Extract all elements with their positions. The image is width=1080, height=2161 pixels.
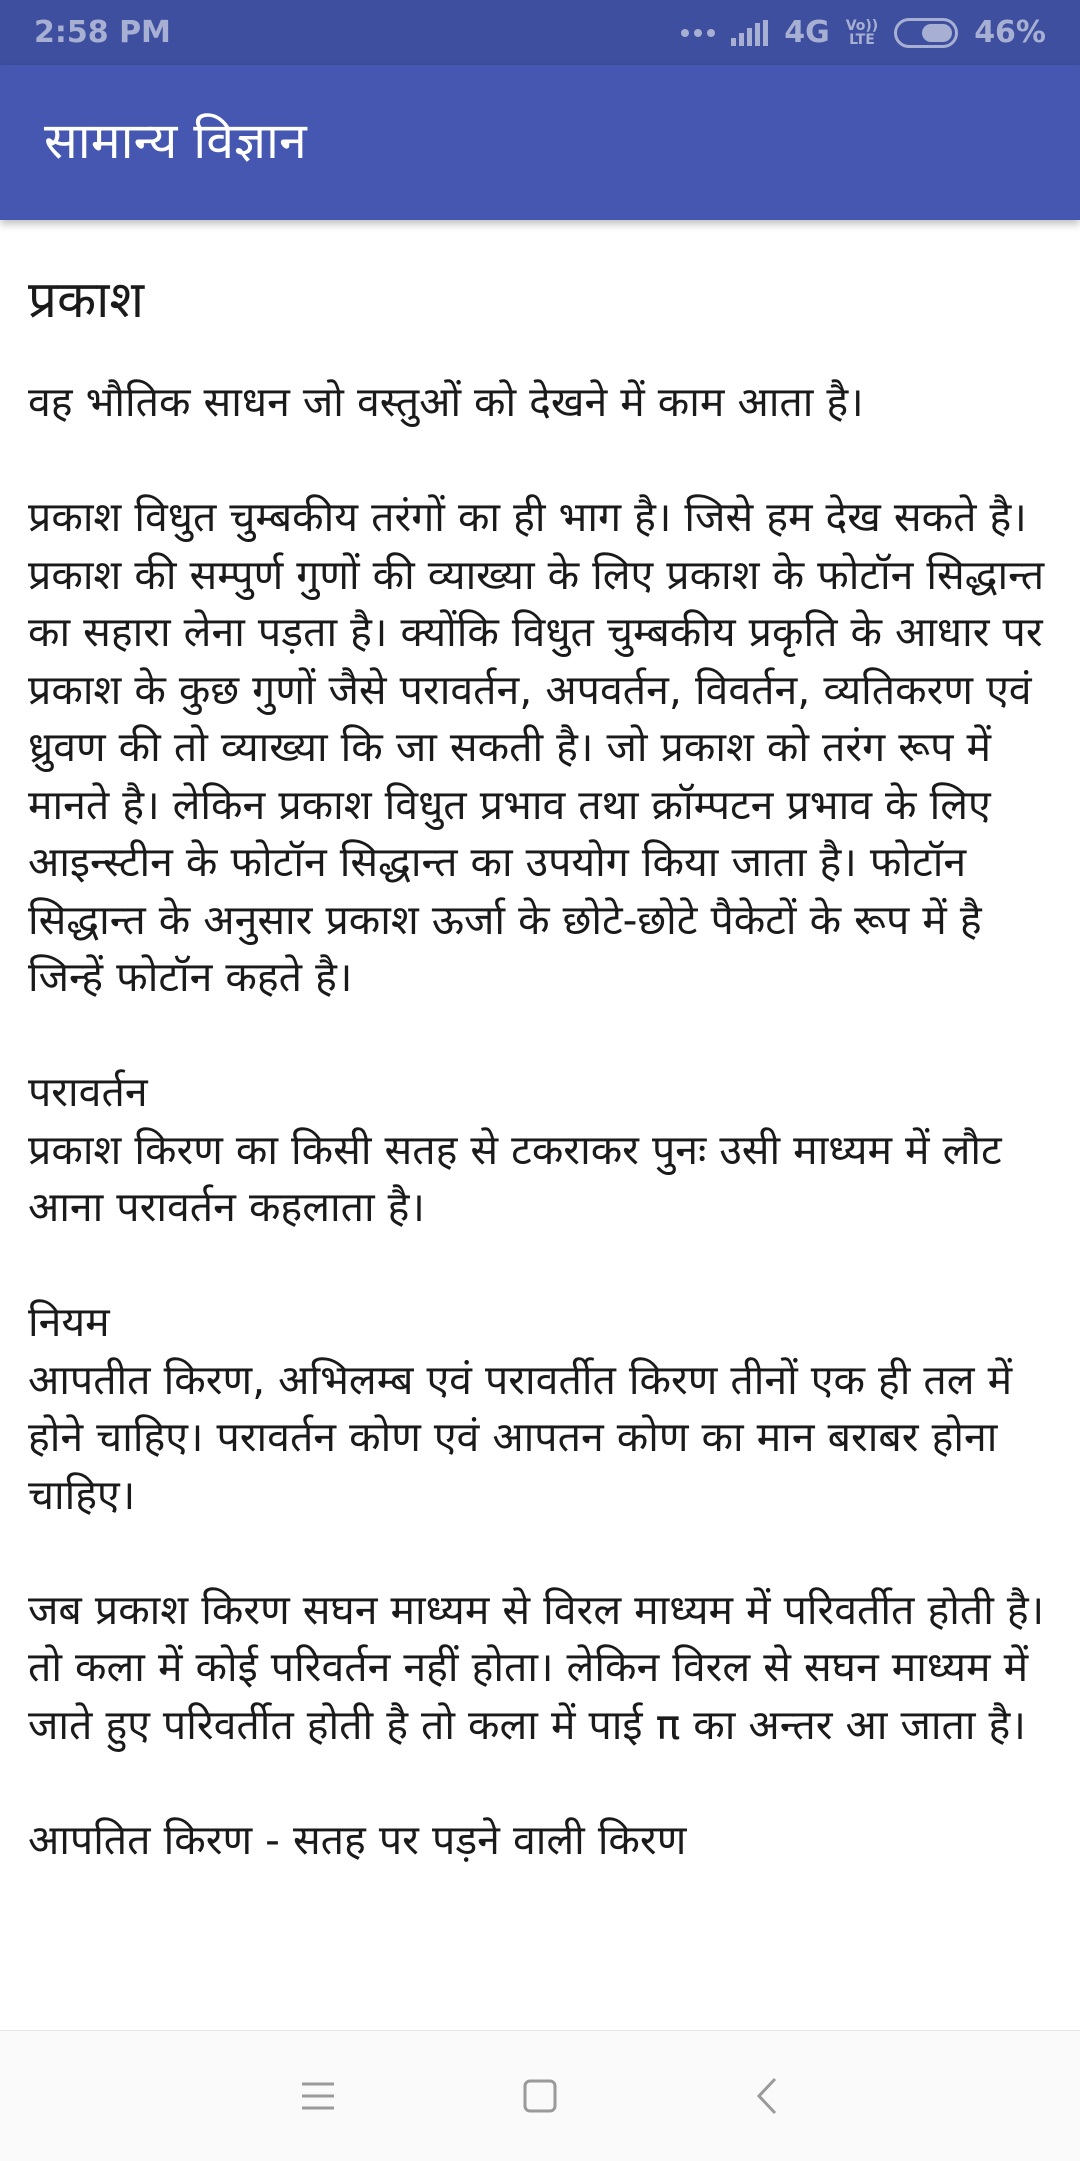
status-time: 2:58 PM [34,15,171,50]
volte-icon [846,19,878,47]
battery-saver-toggle-icon [894,18,958,48]
battery-percent: 46% [974,15,1046,50]
status-bar [0,0,1080,65]
signal-bars-icon [731,20,768,46]
back-chevron-icon[interactable] [738,2066,798,2126]
menu-icon[interactable] [288,2066,348,2126]
article-body: वह भौतिक साधन जो वस्तुओं को देखने में काम आता है। प्रकाश विधुत चुम्बकीय तरंगों का ही भाग है। जिसे हम देख सकते है। प्रकाश की सम्पुर्ण गुणों की व्याख्या के लिए प्रकाश के फोटॉन सिद्धान्त का सहारा लेना पड़ता है। क्योंकि विधुत चुम्बकीय प्रकृति के आधार पर प्रकाश के कुछ गुणों जैसे परावर्तन, अपवर्तन, विवर्तन, व्यतिकरण एवं ध्रुवण की तो व्याख्या कि जा सकती है। जो प्रकाश को तरंग रूप में मानते है। लेकिन प्रकाश विधुत प्रभाव तथा क्रॉम्पटन प्रभाव के लिए आइन्स्टीन के फोटॉन सिद्धान्त का उपयोग किया जाता है। फोटॉन सिद्धान्त के अनुसार प्रकाश ऊर्जा के छोटे-छोटे पैकेटों के रूप में है जिन्हें फोटॉन कहते है। परावर्तन प्रकाश किरण का किसी सतह से टकराकर पुनः उसी माध्यम में लौट आना परावर्तन कहलाता है। नियम आपतीत किरण, अभिलम्ब एवं परावर्तीत किरण तीनों एक ही तल में होने चाहिए। परावर्तन कोण एवं आपतन कोण का मान बराबर होना चाहिए। जब प्रकाश किरण सघन माध्यम से विरल माध्यम में परिवर्तीत होती है। तो कला में कोई परिवर्तन नहीं होता। लेकिन विरल से सघन माध्यम में जाते हुए परिवर्तीत होती है तो कला में पाई π का अन्तर आ जाता है। आपतित किरण - सतह पर पड़ने वाली किरण [28,378,1045,1864]
signal-dots-icon [681,29,715,37]
status-icons [681,15,1046,50]
network-type: 4G [784,15,830,50]
article-title: प्रकाश [28,271,145,330]
volte-bottom: LTE [849,31,875,48]
home-square-icon[interactable] [510,2066,570,2126]
system-nav-bar [0,2030,1080,2161]
volte-top: Vo)) [845,17,879,34]
app-title: सामान्य विज्ञान [44,111,307,170]
app-bar [0,65,1080,220]
article-content[interactable] [28,262,1058,2002]
